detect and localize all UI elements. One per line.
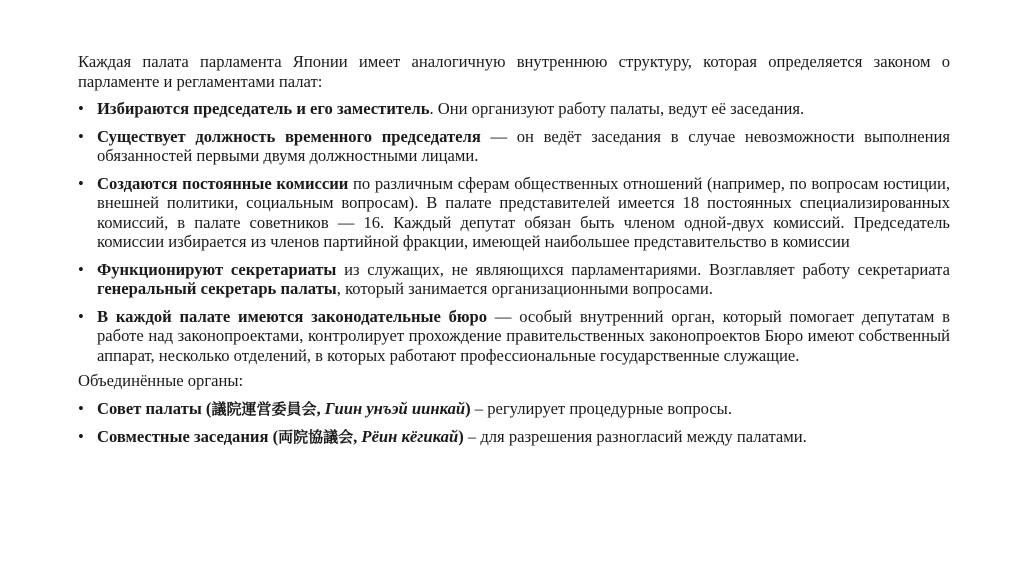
list-item-temp-chairman	[78, 127, 950, 166]
item-comma: ,	[353, 427, 358, 446]
item-bold-text-secondary: генеральный секретарь палаты	[97, 279, 337, 298]
joint-bodies-list	[78, 399, 950, 448]
list-item-secretariats	[78, 260, 950, 299]
item-bold-text: Создаются постоянные комиссии	[97, 173, 349, 193]
item-bold-text: Избираются председатель и его заместитель	[97, 99, 430, 118]
slide-content	[78, 52, 950, 448]
bullet-icon: •	[78, 99, 84, 118]
item-bold-text: В каждой палате имеются законодательные бюро	[97, 306, 488, 326]
joint-bodies-heading: Объединённые органы:	[78, 371, 244, 390]
list-item-commissions	[78, 174, 950, 252]
japanese-term: 議院運営委員会	[211, 399, 317, 418]
item-bold-text: Совместные заседания (	[97, 427, 279, 446]
item-bold-text: Существует должность временного председателя	[97, 126, 481, 146]
item-comma: ,	[316, 398, 321, 418]
item-text: – для разрешения разногласий между палатами.	[463, 427, 807, 446]
bullet-icon: •	[78, 398, 84, 418]
item-text: по различным сферам общественных отношений (например, по вопросам юстиции, внешней политики, социальным вопросам). В палате представителей имеется 18 постоянных специализированных комиссий, в палате советников — 16. Каждый депутат обязан быть членом одной-двух комиссий. Председатель комиссии избирается из членов партийной фракции, имеющей наибольшее представительство в комиссии	[97, 173, 951, 251]
list-item-legislative-bureaus	[78, 307, 950, 366]
bullet-icon: •	[78, 259, 84, 279]
intro-paragraph: Каждая палата парламента Японии имеет аналогичную внутреннюю структуру, которая определяется законом о парламенте и регламентами палат:	[78, 52, 950, 91]
bullet-icon: •	[78, 427, 84, 446]
bullet-icon: •	[78, 306, 84, 326]
item-text: – регулирует процедурные вопросы.	[470, 398, 732, 418]
item-text: . Они организуют работу палаты, ведут её заседания.	[429, 99, 805, 118]
item-bold-text: Функционируют секретариаты	[97, 259, 337, 279]
item-close-paren: )	[465, 398, 471, 418]
list-item-house-council	[78, 399, 950, 420]
japanese-term: 両院協議会	[278, 428, 354, 446]
item-text: — он ведёт заседания в случае невозможности выполнения обязанностей первыми двумя должностными лицами.	[97, 126, 950, 165]
item-text: из служащих, не являющихся парламентариями. Возглавляет работу секретариата	[336, 259, 950, 279]
item-text-secondary: , который занимается организационными вопросами.	[336, 279, 713, 298]
romanized-term: Рёин кёгикай	[357, 427, 459, 446]
item-bold-text: Совет палаты (	[97, 398, 212, 418]
structure-list	[78, 99, 950, 365]
item-close-paren: )	[458, 427, 464, 446]
bullet-icon: •	[78, 173, 84, 193]
romanized-term: Гиин унъэй иинкай	[320, 398, 466, 418]
item-text: — особый внутренний орган, который помогает депутатам в работе над законопроектами, контролирует прохождение правительственных законопроектов Бюро имеют собственный аппарат, несколько отделений, в которых работают профессиональные государственные служащие.	[97, 306, 951, 365]
list-item-chairman	[78, 99, 950, 119]
bullet-icon: •	[78, 126, 84, 146]
list-item-joint-sessions	[78, 427, 950, 448]
